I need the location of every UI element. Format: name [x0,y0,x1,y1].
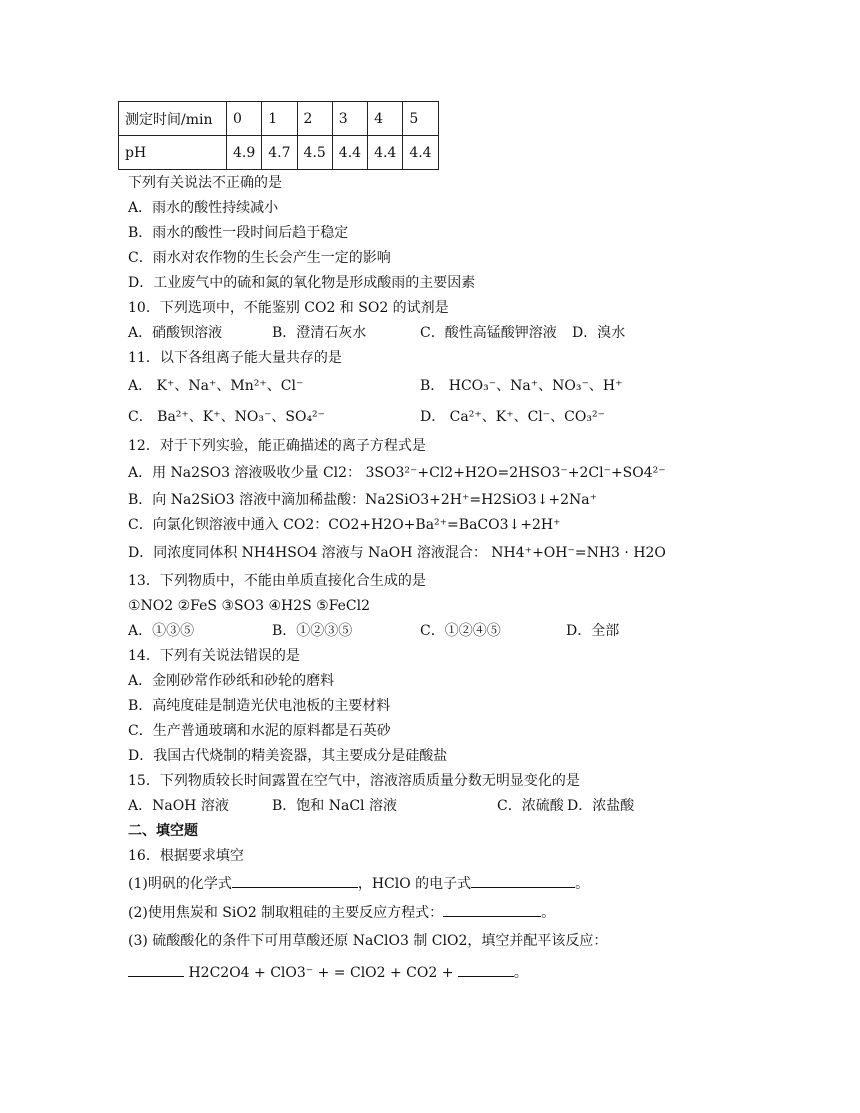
table-cell: pH [119,136,227,170]
table-cell: 4.5 [297,136,332,170]
table-row [119,136,439,170]
table-cell: 0 [227,102,262,136]
table-cell: 4.4 [403,136,438,170]
option-c: C．酸性高锰酸钾溶液 [420,325,557,341]
option-a: A．硝酸钡溶液 [128,325,223,341]
option-a: A． K⁺、Na⁺、Mn²⁺、Cl⁻ [128,378,304,394]
option-d: D．我国古代烧制的精美瓷器，其主要成分是硅酸盐 [128,748,448,764]
option-d: D．工业废气中的硫和氮的氧化物是形成酸雨的主要因素 [128,275,476,291]
answer-blank[interactable] [458,962,514,977]
question-stem: 15．下列物质较长时间露置在空气中，溶液溶质质量分数无明显变化的是 [128,773,580,789]
table-cell: 4 [368,102,403,136]
equation-line [128,962,528,982]
option-a: A．用 Na2SO3 溶液吸收少量 Cl2： 3SO3²⁻+Cl2+H2O=2HSO3⁻+2Cl⁻+SO4²⁻ [128,465,666,481]
equation-text: H2C2O4 + ClO3⁻ + = ClO2 + CO2 + [188,965,454,981]
question-stem: 11．以下各组离子能大量共存的是 [128,350,342,366]
table-cell: 4.4 [332,136,367,170]
option-d: D．全部 [566,623,620,639]
option-d: D．同浓度同体积 NH4HSO4 溶液与 NaOH 溶液混合： NH4⁺+OH⁻=NH3 · H2O [128,545,666,561]
table-cell: 2 [297,102,332,136]
fill-blank-2 [128,902,555,922]
option-c: C．生产普通玻璃和水泥的原料都是石英砂 [128,723,391,739]
table-cell: 4.4 [368,136,403,170]
period: 。 [513,965,528,981]
option-b: B． HCO₃⁻、Na⁺、NO₃⁻、H⁺ [420,378,623,394]
question-stem: 12．对于下列实验，能正确描述的离子方程式是 [128,438,426,454]
answer-blank[interactable] [443,902,541,917]
blank-prompt: ，HClO 的电子式 [357,876,472,892]
option-b: B．高纯度硅是制造光伏电池板的主要材料 [128,698,391,714]
question-stem: 13．下列物质中，不能由单质直接化合生成的是 [128,573,426,589]
table-cell: 1 [262,102,297,136]
table-cell: 3 [332,102,367,136]
ph-table [118,101,439,170]
option-b: B．雨水的酸性一段时间后趋于稳定 [128,225,349,241]
blank-prompt: (2)使用焦炭和 SiO2 制取粗硅的主要反应方程式： [128,905,444,921]
option-c: C．向氯化钡溶液中通入 CO2：CO2+H2O+Ba²⁺=BaCO3↓+2H⁺ [128,517,561,533]
answer-blank[interactable] [128,962,184,977]
option-a: A．金刚砂常作砂纸和砂轮的磨料 [128,673,335,689]
section-title: 二、填空题 [128,823,198,839]
table-row [119,102,439,136]
option-a: A．NaOH 溶液 [128,798,229,814]
table-cell: 4.9 [227,136,262,170]
question-items: ①NO2 ②FeS ③SO3 ④H2S ⑤FeCl2 [128,598,371,614]
period: 。 [541,905,556,921]
answer-blank[interactable] [471,873,575,888]
option-b: B．向 Na2SiO3 溶液中滴加稀盐酸：Na2SiO3+2H⁺=H2SiO3↓+2Na⁺ [128,492,597,508]
period: 。 [575,876,590,892]
fill-blank-3: (3) 硫酸酸化的条件下可用草酸还原 NaClO3 制 ClO2，填空并配平该反应： [128,933,608,949]
option-b: B．饱和 NaCl 溶液 [272,798,397,814]
table-cell: 5 [403,102,438,136]
question-stem: 14．下列有关说法错误的是 [128,648,300,664]
question-stem: 16．根据要求填空 [128,848,244,864]
fill-blank-1 [128,873,589,893]
option-a: A．①③⑤ [128,623,195,639]
table-cell: 4.7 [262,136,297,170]
option-b: B．澄清石灰水 [272,325,367,341]
option-c: C．①②④⑤ [420,623,501,639]
option-c: C． Ba²⁺、K⁺、NO₃⁻、SO₄²⁻ [128,409,326,425]
option-b: B．①②③⑤ [272,623,353,639]
blank-prompt: (1)明矾的化学式 [128,876,232,892]
question-stem: 下列有关说法不正确的是 [128,175,282,191]
answer-blank[interactable] [232,873,358,888]
option-c: C．雨水对农作物的生长会产生一定的影响 [128,250,391,266]
option-d: D． Ca²⁺、K⁺、Cl⁻、CO₃²⁻ [420,409,605,425]
table-cell: 测定时间/min [119,102,227,136]
option-d: D．溴水 [572,325,626,341]
question-stem: 10．下列选项中，不能鉴别 CO2 和 SO2 的试剂是 [128,300,449,316]
option-a: A．雨水的酸性持续减小 [128,200,279,216]
option-d: D．浓盐酸 [567,798,635,814]
option-c: C．浓硫酸 [497,798,564,814]
